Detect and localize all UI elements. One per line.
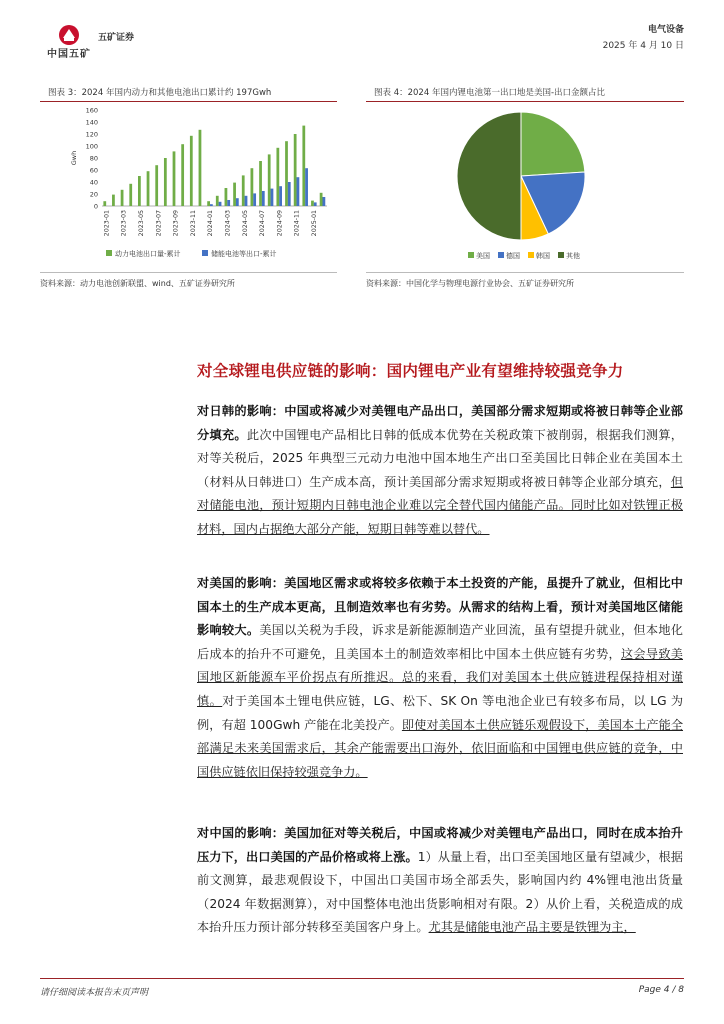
- bar-power: [285, 141, 288, 206]
- pie-chart: [366, 102, 684, 272]
- paragraph-body: 对于美国本土锂电供应链，LG、松下、SK On 等电池企业已有较多布局，以 LG 为例，有超 100Gwh 产能在北美投产。: [197, 693, 684, 732]
- bar-storage: [227, 200, 230, 206]
- bar-power: [199, 130, 202, 206]
- paragraph-lead: 对日韩的影响：中国或将减少对美锂电产品出口，美国部分需求短期或将被日韩等企业部分填充。: [197, 404, 683, 442]
- x-tick-label: 2023-05: [137, 210, 145, 237]
- footer-rule: [40, 978, 684, 979]
- y-axis-label: Gwh: [70, 150, 78, 166]
- legend-swatch: [106, 250, 112, 256]
- bar-chart: [40, 102, 337, 272]
- x-tick-label: 2023-07: [155, 210, 163, 237]
- x-tick-label: 2023-01: [103, 210, 111, 237]
- footer-disclaimer: 请仔细阅读本报告末页声明: [40, 988, 149, 998]
- pie-slice-美国: [521, 112, 585, 176]
- bar-power: [147, 171, 150, 206]
- y-tick-label: 140: [85, 118, 98, 127]
- x-tick-label: 2025-01: [311, 210, 319, 237]
- figure3-source: 资料来源：动力电池创新联盟、wind、五矿证券研究所: [40, 279, 235, 288]
- bar-power: [121, 190, 124, 206]
- legend-swatch: [498, 252, 504, 258]
- paragraph-body: 此次中国锂电产品相比日韩的低成本优势在关税政策下被削弱，根据我们测算，对等关税后，2025 年典型三元动力电池中国本地生产出口至美国比日韩企业在美国本土（材料从日韩进口）生产成本高，预计美国部分需求短期或将被日韩等企业部分填充，: [197, 427, 683, 489]
- bar-storage: [271, 189, 274, 206]
- bar-power: [190, 136, 193, 206]
- legend-label: 德国: [506, 252, 520, 260]
- bar-power: [268, 154, 271, 206]
- y-tick-label: 100: [85, 142, 98, 151]
- paragraph-underline: 尤其是储能电池产品主要是铁锂为主，: [428, 920, 636, 935]
- bar-storage: [245, 196, 248, 206]
- company-name: 中国五矿: [47, 49, 91, 60]
- y-tick-label: 120: [85, 130, 98, 139]
- legend-swatch: [468, 252, 474, 258]
- bar-power: [138, 176, 141, 206]
- company-logo-icon: [58, 24, 80, 46]
- section-title: 对全球锂电供应链的影响：国内锂电产业有望维持较强竞争力: [197, 362, 624, 380]
- bar-storage: [288, 182, 291, 206]
- bar-power: [173, 151, 176, 206]
- bar-storage: [305, 168, 308, 206]
- legend-swatch: [528, 252, 534, 258]
- paragraph-lead: 对中国的影响：美国加征对等关税后，中国或将减少对美锂电产品出口，同时在成本抬升压力下，出口美国的产品价格或将上涨。: [197, 826, 683, 864]
- legend-label: 其他: [566, 252, 580, 260]
- x-tick-label: 2024-07: [259, 210, 267, 237]
- bar-storage: [279, 186, 282, 206]
- legend-label: 动力电池出口量-累计: [115, 250, 181, 258]
- legend-label: 美国: [476, 252, 490, 260]
- bar-storage: [219, 202, 222, 206]
- bar-power: [320, 193, 323, 206]
- pie-slice-其他: [457, 112, 521, 240]
- bar-storage: [323, 197, 326, 206]
- bar-power: [311, 201, 314, 206]
- legend-label: 韩国: [536, 252, 550, 260]
- bar-power: [112, 195, 115, 206]
- paragraph-body: 美国以关税为手段，诉求是新能源制造产业回流，虽有望提升就业，但本地化后成本的抬升不可避免，且美国本土的制造效率相比中国本土供应链有劣势，: [197, 623, 683, 661]
- paragraph-underline: 但对储能电池，预计短期内日韩电池企业难以完全替代国内储能产品。同时比如对铁锂正极材料，国内占据绝大部分产能，短期日韩等难以替代。: [197, 474, 683, 536]
- bar-power: [225, 188, 228, 206]
- bar-power: [216, 196, 219, 206]
- bar-power: [302, 126, 305, 206]
- bar-power: [207, 201, 210, 206]
- x-tick-label: 2024-05: [241, 210, 249, 237]
- x-tick-label: 2023-03: [120, 210, 128, 237]
- figure4-title: 图表 4：2024 年国内锂电池第一出口地是美国-出口金额占比: [374, 88, 606, 98]
- bar-power: [233, 183, 236, 206]
- x-tick-label: 2024-01: [207, 210, 215, 237]
- bar-storage: [236, 198, 239, 206]
- y-tick-label: 40: [89, 178, 98, 187]
- x-tick-label: 2023-09: [172, 210, 180, 237]
- figure4-source: 资料来源：中国化学与物理电源行业协会、五矿证券研究所: [366, 279, 574, 288]
- x-tick-label: 2023-11: [189, 210, 197, 237]
- x-tick-label: 2024-09: [276, 210, 284, 237]
- bar-power: [181, 144, 184, 206]
- figure3-bottom-rule: [40, 272, 337, 273]
- bar-power: [129, 184, 132, 206]
- paragraph-body: 1）从量上看，出口至美国地区量有望减少，根据前文测算，最悲观假设下，中国出口美国市场全部丢失，影响国内约 4%锂电池出货量（2024 年数据测算），对中国整体电池出货影响相对有限。2）从价上看，关税造成的成本抬升压力预计部分转移至美国客户身上。: [197, 849, 683, 935]
- report-date: 2025 年 4 月 10 日: [602, 41, 684, 51]
- page-number: Page 4 / 8: [638, 985, 684, 995]
- paragraph-japan-korea: [197, 400, 683, 542]
- y-tick-label: 20: [89, 190, 98, 199]
- legend-label: 储能电池等出口-累计: [211, 250, 277, 258]
- bar-power: [155, 165, 158, 206]
- bar-power: [276, 148, 279, 206]
- figure4-bottom-rule: [366, 272, 684, 273]
- paragraph-underline: 即使对美国本土供应链乐观假设下，美国本土产能全部满足未来美国需求后，其余产能需要出口海外，依旧面临和中国锂电供应链的竞争，中国供应链依旧保持较强竞争力。: [197, 717, 684, 779]
- bar-power: [259, 161, 262, 206]
- bar-power: [251, 168, 254, 206]
- company-sub-name: 五矿证券: [98, 33, 135, 43]
- bar-storage: [297, 177, 300, 206]
- legend-swatch: [558, 252, 564, 258]
- legend-swatch: [202, 250, 208, 256]
- bar-storage: [253, 193, 256, 206]
- paragraph-usa: [197, 572, 683, 784]
- bar-power: [242, 175, 245, 206]
- x-tick-label: 2024-11: [293, 210, 301, 237]
- bar-storage: [262, 191, 265, 206]
- x-tick-label: 2024-03: [224, 210, 232, 237]
- figure3-title: 图表 3：2024 年国内动力和其他电池出口累计约 197Gwh: [48, 88, 272, 98]
- paragraph-underline: 这会导致美国地区新能源车平价拐点有所推迟。总的来看，我们对美国本土供应链进程保持相对谨慎。: [197, 646, 683, 708]
- y-tick-label: 160: [85, 106, 98, 115]
- y-tick-label: 0: [93, 202, 98, 211]
- bar-power: [294, 134, 297, 206]
- bar-storage: [314, 202, 317, 206]
- y-tick-label: 60: [89, 166, 98, 175]
- paragraph-china: [197, 822, 683, 940]
- bar-power: [164, 158, 167, 206]
- bar-power: [103, 201, 106, 206]
- paragraph-lead: 对美国的影响：美国地区需求或将较多依赖于本土投资的产能，虽提升了就业，但相比中国本土的生产成本更高，且制造效率也有劣势。从需求的结构上看，预计对美国地区储能影响较大。: [197, 576, 683, 638]
- y-tick-label: 80: [89, 154, 98, 163]
- bar-storage: [210, 204, 213, 206]
- report-category: 电气设备: [647, 25, 684, 35]
